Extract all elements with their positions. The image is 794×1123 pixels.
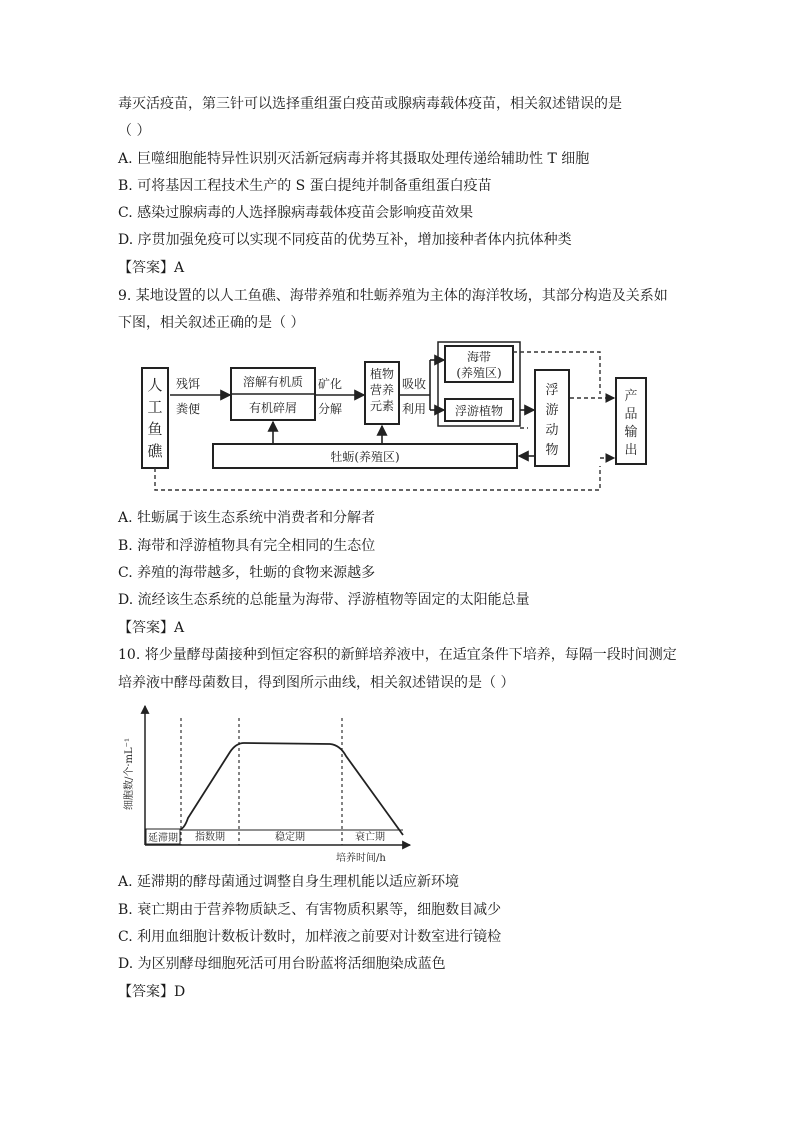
use-label: 利用 <box>402 402 427 416</box>
zoo-3: 动 <box>545 423 559 438</box>
q10-option-c: C. 利用血细胞计数板计数时，加样液之前要对计数室进行镜检 <box>118 929 502 945</box>
q9-answer: 【答案】A <box>118 620 185 636</box>
phase-lag: 延滞期 <box>148 833 178 844</box>
q9-option-b: B. 海带和浮游植物具有完全相同的生态位 <box>118 538 376 554</box>
mineral-label: 矿化 <box>318 377 343 391</box>
marine-ranch-diagram <box>138 338 658 500</box>
x-axis-label: 培养时间/h <box>336 853 386 864</box>
growth-curve <box>145 743 403 835</box>
q10-option-b: B. 衰亡期由于营养物质缺乏、有害物质积累等，细胞数目减少 <box>118 902 502 918</box>
q9-stem-line1: 9. 某地设置的以人工鱼礁、海带养殖和牡蛎养殖为主体的海洋牧场，其部分构造及关系如 <box>118 288 668 304</box>
phase-decline: 衰亡期 <box>355 832 385 843</box>
q8-option-b: B. 可将基因工程技术生产的 S 蛋白提纯并制备重组蛋白疫苗 <box>118 178 492 194</box>
q10-option-a: A. 延滞期的酵母菌通过调整自身生理机能以适应新环境 <box>118 874 460 890</box>
svg-text:·: · <box>380 428 384 439</box>
q8-answer: 【答案】A <box>118 260 185 276</box>
dissolved-organic-label: 溶解有机质 <box>242 375 304 389</box>
q9-option-a: A. 牡蛎属于该生态系统中消费者和分解者 <box>118 510 376 526</box>
nutrients-label-1: 植物 <box>369 367 395 381</box>
yeast-growth-chart <box>118 700 418 865</box>
q8-stem: 毒灭活疫苗，第三针可以选择重组蛋白疫苗或腺病毒载体疫苗，相关叙述错误的是 <box>118 96 622 112</box>
absorb-label: 吸收 <box>402 377 427 391</box>
y-axis-label: 细胞数/个·mL⁻¹ <box>124 738 135 810</box>
kelp-label: 海带 <box>466 350 492 364</box>
nutrients-label-2: 营养 <box>369 383 395 397</box>
reef-label: 人工鱼礁 <box>147 376 163 460</box>
feed-label: 残饵 <box>176 377 201 391</box>
q8-blank: （ ） <box>118 123 151 139</box>
q10-option-d: D. 为区别酵母细胞死活可用台盼蓝将活细胞染成蓝色 <box>118 956 446 972</box>
organic-debris-label: 有机碎屑 <box>248 401 298 415</box>
q9-stem-line2: 下图，相关叙述正确的是（ ） <box>118 315 305 331</box>
phase-log: 指数期 <box>195 832 225 843</box>
q10-stem-line2: 培养液中酵母菌数目，得到图所示曲线，相关叙述错误的是（ ） <box>118 675 515 691</box>
prod-1: 产 <box>624 389 638 404</box>
phytoplankton-label: 浮游植物 <box>454 404 504 418</box>
feces-label: 粪便 <box>176 402 201 416</box>
nutrients-label-3: 元素 <box>369 399 395 413</box>
prod-4: 出 <box>624 443 638 458</box>
q8-option-c: C. 感染过腺病毒的人选择腺病毒载体疫苗会影响疫苗效果 <box>118 205 474 221</box>
kelp-zone-label: (养殖区) <box>456 366 502 380</box>
prod-2: 品 <box>624 407 638 422</box>
prod-3: 输 <box>624 425 638 440</box>
q8-option-d: D. 序贯加强免疫可以实现不同疫苗的优势互补，增加接种者体内抗体种类 <box>118 232 572 248</box>
zoo-2: 游 <box>545 403 559 418</box>
zoo-4: 物 <box>545 443 559 458</box>
zoo-1: 浮 <box>545 383 559 398</box>
q8-option-a: A. 巨噬细胞能特异性识别灭活新冠病毒并将其摄取处理传递给辅助性 T 细胞 <box>118 151 590 167</box>
oyster-label: 牡蛎(养殖区) <box>330 450 400 464</box>
phase-stationary: 稳定期 <box>275 832 305 843</box>
q10-answer: 【答案】D <box>118 984 186 1000</box>
q9-option-d: D. 流经该生态系统的总能量为海带、浮游植物等固定的太阳能总量 <box>118 592 530 608</box>
q10-stem-line1: 10. 将少量酵母菌接种到恒定容积的新鲜培养液中，在适宜条件下培养，每隔一段时间测定 <box>118 647 677 663</box>
decompose-label: 分解 <box>318 402 343 416</box>
q9-option-c: C. 养殖的海带越多，牡蛎的食物来源越多 <box>118 565 376 581</box>
